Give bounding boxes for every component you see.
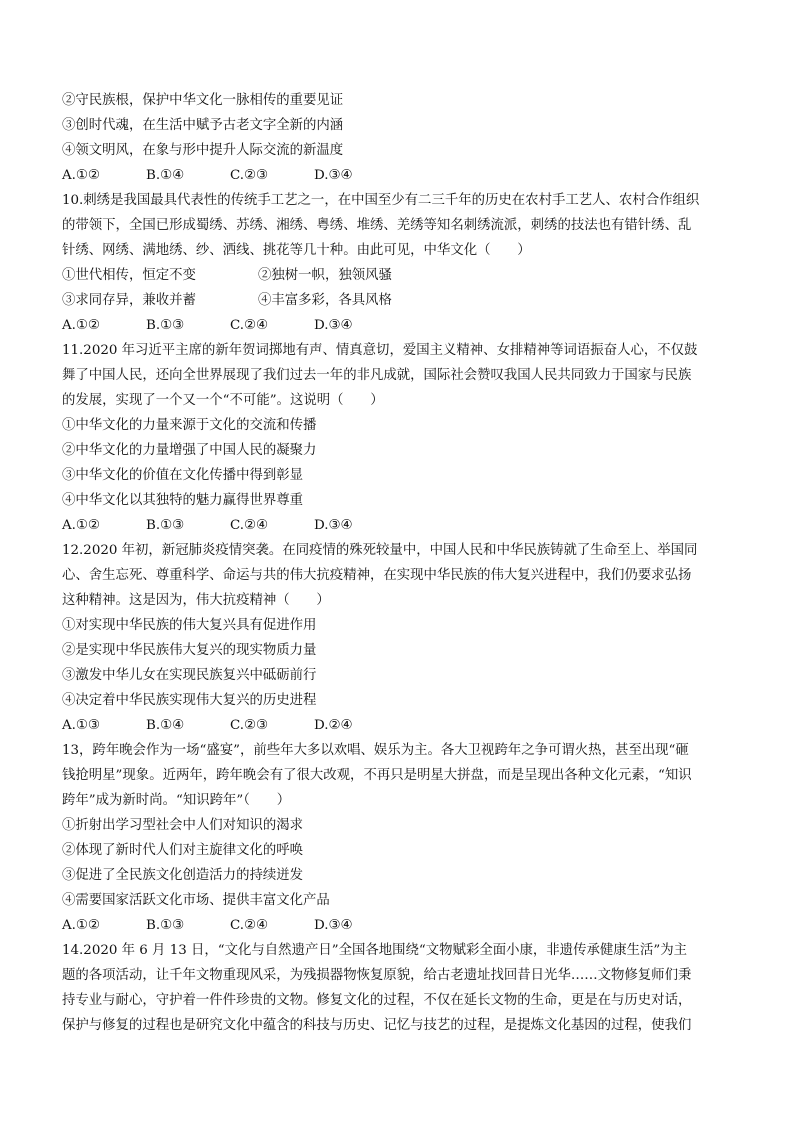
q13-item-3: ③促进了全民族文化创造活力的持续迸发 [62, 868, 304, 883]
q12-answer-c: C.②③ [230, 718, 269, 733]
q11-stem-line: 的发展，实现了一个又一个“不可能”。这说明（ ） [62, 393, 384, 408]
question-9-tail [62, 88, 734, 188]
q10-stem-line: 针绣、网绣、满地绣、纱、洒线、挑花等几十种。由此可见，中华文化（ ） [62, 243, 531, 258]
q11-item-3: ③中华文化的价值在文化传播中得到彰显 [62, 468, 304, 483]
q13-item-2: ②体现了新时代人们对主旋律文化的呼唤 [62, 843, 304, 858]
q12-stem-line: 12.2020 年初，新冠肺炎疫情突袭。在同疫情的殊死较量中，中国人民和中华民族铸就了生命至上、举国同 [62, 543, 698, 558]
q12-answer-options [62, 713, 734, 738]
q13-stem-line: 13，跨年晚会作为一场“盛宴”，前些年大多以欢唱、娱乐为主。各大卫视跨年之争可谓火热，甚至出现“砸 [62, 743, 689, 758]
q13-answer-a: A.①② [62, 918, 100, 933]
q10-stem-line: 的带领下，全国已形成蜀绣、苏绣、湘绣、粤绣、堆绣、羌绣等知名刺绣流派，刺绣的技法也有错针绣、乱 [62, 218, 692, 233]
q9-item-2: ②守民族根，保护中华文化一脉相传的重要见证 [62, 93, 344, 108]
question-13 [62, 738, 734, 938]
q13-item-4: ④需要国家活跃文化市场、提供丰富文化产品 [62, 893, 330, 908]
q10-answer-d: D.③④ [314, 318, 353, 333]
q10-items-row-2 [62, 288, 734, 313]
q9-answer-d: D.③④ [314, 168, 353, 183]
q12-answer-b: B.①④ [146, 718, 185, 733]
q10-item-2: ②独树一帜，独领风骚 [258, 268, 392, 283]
question-10 [62, 188, 734, 338]
q10-answer-a: A.①② [62, 318, 100, 333]
q9-answer-a: A.①② [62, 168, 100, 183]
q12-item-4: ④决定着中华民族实现伟大复兴的历史进程 [62, 693, 317, 708]
q12-item-2: ②是实现中华民族伟大复兴的现实物质力量 [62, 643, 317, 658]
q12-item-1: ①对实现中华民族的伟大复兴具有促进作用 [62, 618, 317, 633]
question-11 [62, 338, 734, 538]
q11-item-2: ②中华文化的力量增强了中国人民的凝聚力 [62, 443, 317, 458]
q10-answer-options [62, 313, 734, 338]
q10-answer-b: B.①③ [146, 318, 185, 333]
q10-item-1: ①世代相传，恒定不变 [62, 268, 196, 283]
q11-stem-line: 舞了中国人民，还向全世界展现了我们过去一年的非凡成就，国际社会赞叹我国人民共同致力于国家与民族 [62, 368, 692, 383]
q9-item-4: ④领文明风，在象与形中提升人际交流的新温度 [62, 143, 344, 158]
q9-item-3: ③创时代魂，在生活中赋予古老文字全新的内涵 [62, 118, 344, 133]
q9-answer-c: C.②③ [230, 168, 269, 183]
q10-items-row-1 [62, 263, 734, 288]
q14-stem-line: 持专业与耐心，守护着一件件珍贵的文物。修复文化的过程，不仅在延长文物的生命，更是在与历史对话， [62, 993, 692, 1008]
q12-item-3: ③激发中华儿女在实现民族复兴中砥砺前行 [62, 668, 317, 683]
q10-item-4: ④丰富多彩，各具风格 [258, 293, 392, 308]
q10-item-3: ③求同存异，兼收并蓄 [62, 293, 196, 308]
q13-stem-line: 钱抢明星”现象。近两年，跨年晚会有了很大改观，不再只是明星大拼盘，而是呈现出各种文化元素，“知识 [62, 768, 692, 783]
q10-answer-c: C.②④ [230, 318, 269, 333]
exam-page [62, 88, 734, 1038]
q9-answer-b: B.①④ [146, 168, 185, 183]
q13-answer-c: C.②④ [230, 918, 269, 933]
q12-stem-line: 心、舍生忘死、尊重科学、命运与共的伟大抗疫精神，在实现中华民族的伟大复兴进程中，我们仍要求弘扬 [62, 568, 692, 583]
q11-answer-options [62, 513, 734, 538]
question-12 [62, 538, 734, 738]
q12-stem-line: 这种精神。这是因为，伟大抗疫精神（ ） [62, 593, 330, 608]
q11-answer-c: C.②④ [230, 518, 269, 533]
q12-answer-a: A.①③ [62, 718, 100, 733]
q14-stem-line: 保护与修复的过程也是研究文化中蕴含的科技与历史、记忆与技艺的过程，是提炼文化基因的过程，使我们 [62, 1018, 692, 1033]
q11-item-4: ④中华文化以其独特的魅力赢得世界尊重 [62, 493, 304, 508]
q13-answer-options [62, 913, 734, 938]
q11-answer-d: D.③④ [314, 518, 353, 533]
q13-answer-b: B.①③ [146, 918, 185, 933]
q14-stem-line: 题的各项活动，让千年文物重现风采，为残损器物恢复原貌，给古老遗址找回昔日光华……文物修复师们秉 [62, 968, 692, 983]
q13-item-1: ①折射出学习型社会中人们对知识的渴求 [62, 818, 304, 833]
q11-item-1: ①中华文化的力量来源于文化的交流和传播 [62, 418, 317, 433]
q13-stem-line: 跨年”成为新时尚。“知识跨年”（ ） [62, 793, 291, 808]
q11-answer-a: A.①② [62, 518, 100, 533]
q11-stem-line: 11.2020 年习近平主席的新年贺词掷地有声、情真意切，爱国主义精神、女排精神等词语振奋人心，不仅鼓 [62, 343, 698, 358]
q12-answer-d: D.②④ [314, 718, 353, 733]
q10-stem-line: 10.刺绣是我国最具代表性的传统手工艺之一，在中国至少有二三千年的历史在农村手工艺人、农村合作组织 [62, 193, 700, 208]
question-14 [62, 938, 734, 1038]
q9-answer-options [62, 163, 734, 188]
q11-answer-b: B.①③ [146, 518, 185, 533]
q13-answer-d: D.③④ [314, 918, 353, 933]
q14-stem-line: 14.2020 年 6 月 13 日，“文化与自然遗产日”全国各地围绕“文物赋彩全面小康，非遗传承健康生活”为主 [62, 943, 688, 958]
